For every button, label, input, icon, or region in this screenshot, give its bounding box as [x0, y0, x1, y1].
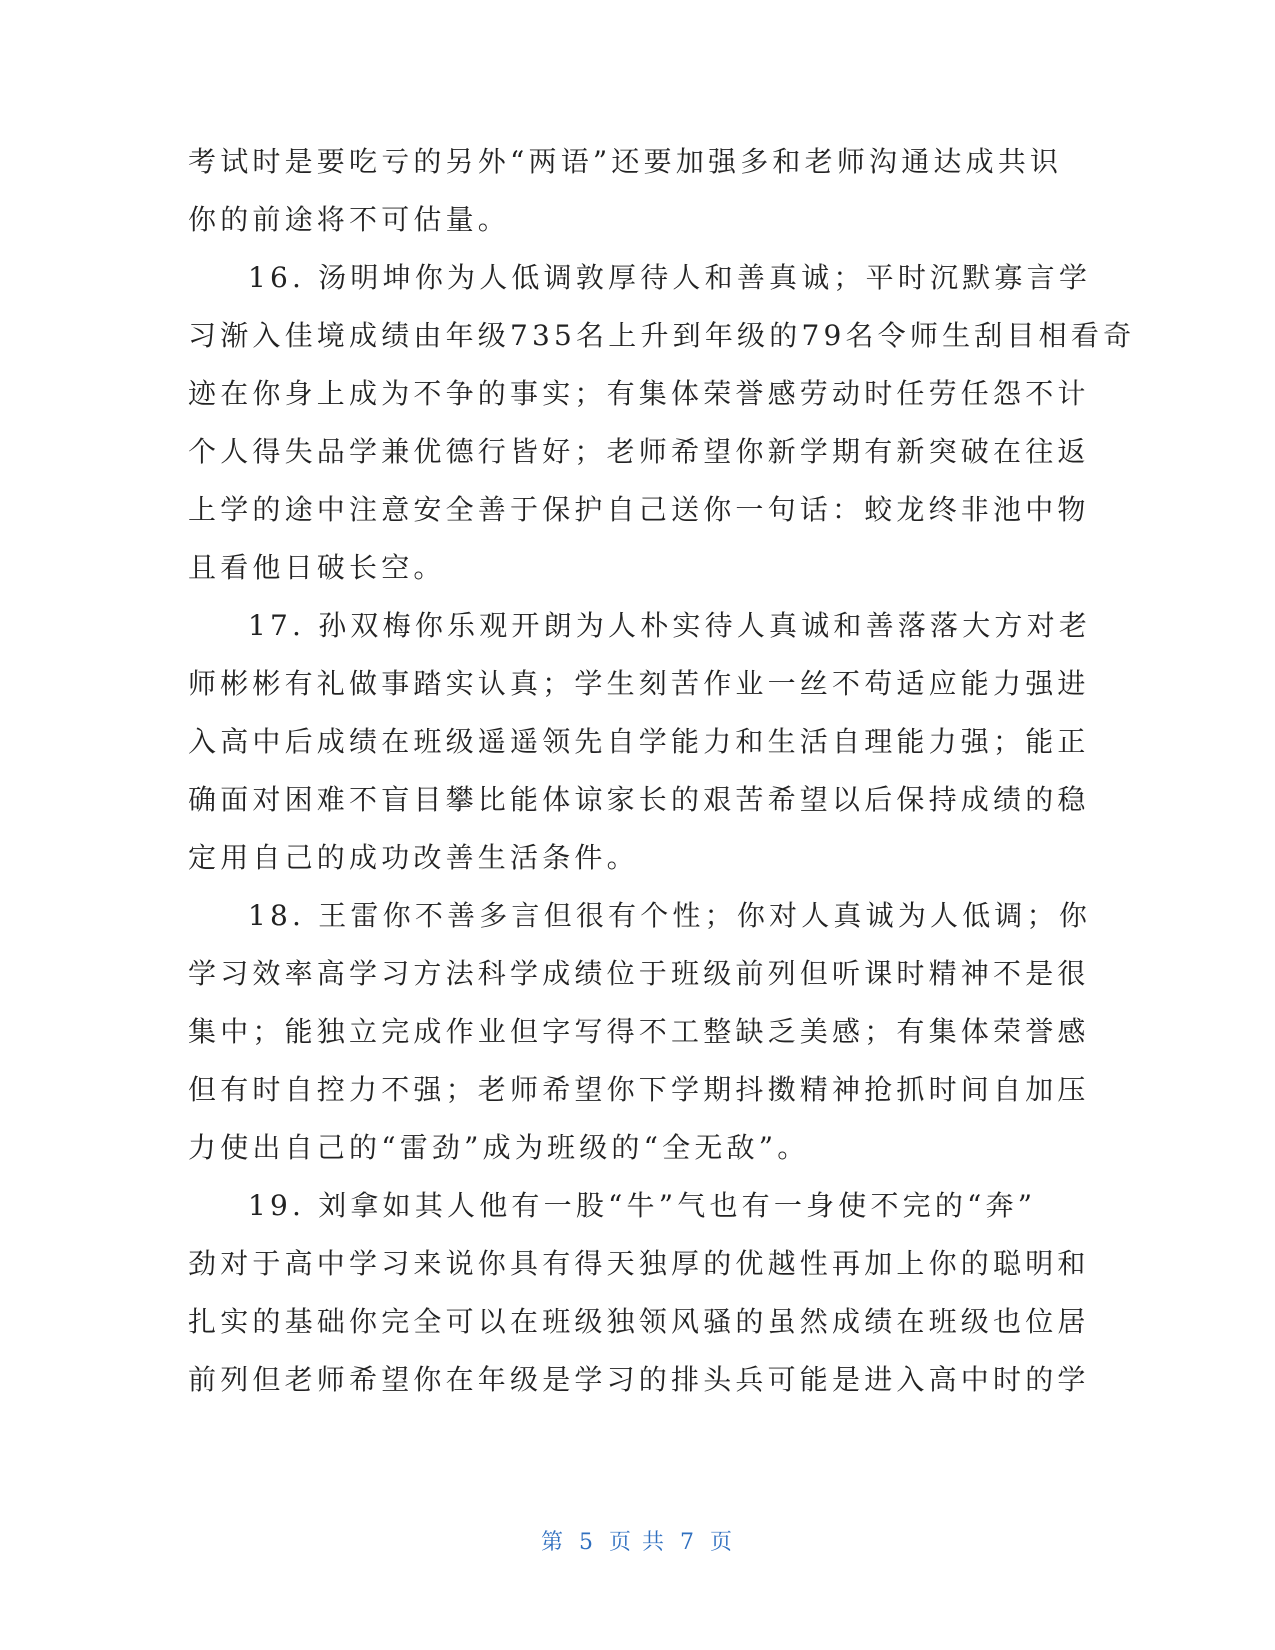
text-line: 确面对困难不盲目攀比能体谅家长的艰苦希望以后保持成绩的稳	[188, 783, 1090, 816]
text-line: 集中；能独立完成作业但字写得不工整缺乏美感；有集体荣誉感	[188, 1015, 1090, 1048]
total-pages-number: 7	[680, 1530, 696, 1555]
paragraph-19-first-line: 19. 刘拿如其人他有一股“牛”气也有一身使不完的“奔”	[248, 1189, 1037, 1222]
text-line: 你的前途将不可估量。	[188, 203, 511, 236]
page-label-suffix: 页	[710, 1530, 735, 1555]
page-footer	[0, 1528, 1275, 1558]
text-line: 习渐入佳境成绩由年级735名上升到年级的79名令师生刮目相看奇	[188, 319, 1136, 352]
page-label-middle: 页 共	[609, 1530, 666, 1555]
text-line: 上学的途中注意安全善于保护自己送你一句话：蛟龙终非池中物	[188, 493, 1090, 526]
text-line: 迹在你身上成为不争的事实；有集体荣誉感劳动时任劳任怨不计	[188, 377, 1090, 410]
text-line: 定用自己的成功改善生活条件。	[188, 841, 639, 874]
paragraph-17-first-line: 17. 孙双梅你乐观开朗为人朴实待人真诚和善落落大方对老	[248, 609, 1092, 642]
text-line: 且看他日破长空。	[188, 551, 446, 584]
text-line: 考试时是要吃亏的另外“两语”还要加强多和老师沟通达成共识	[188, 145, 1063, 178]
text-line: 学习效率高学习方法科学成绩位于班级前列但听课时精神不是很	[188, 957, 1090, 990]
text-line: 前列但老师希望你在年级是学习的排头兵可能是进入高中时的学	[188, 1363, 1090, 1396]
paragraph-16-first-line: 16. 汤明坤你为人低调敦厚待人和善真诚；平时沉默寡言学	[248, 261, 1092, 294]
text-line: 个人得失品学兼优德行皆好；老师希望你新学期有新突破在往返	[188, 435, 1090, 468]
current-page-number: 5	[579, 1530, 595, 1555]
text-line: 劲对于高中学习来说你具有得天独厚的优越性再加上你的聪明和	[188, 1247, 1090, 1280]
paragraph-18-first-line: 18. 王雷你不善多言但很有个性；你对人真诚为人低调；你	[248, 899, 1092, 932]
page-label-prefix: 第	[540, 1530, 565, 1555]
text-line: 但有时自控力不强；老师希望你下学期抖擞精神抢抓时间自加压	[188, 1073, 1090, 1106]
text-line: 力使出自己的“雷劲”成为班级的“全无敌”。	[188, 1131, 810, 1164]
text-line: 师彬彬有礼做事踏实认真；学生刻苦作业一丝不苟适应能力强进	[188, 667, 1090, 700]
text-line: 扎实的基础你完全可以在班级独领风骚的虽然成绩在班级也位居	[188, 1305, 1090, 1338]
text-line: 入高中后成绩在班级遥遥领先自学能力和生活自理能力强；能正	[188, 725, 1090, 758]
